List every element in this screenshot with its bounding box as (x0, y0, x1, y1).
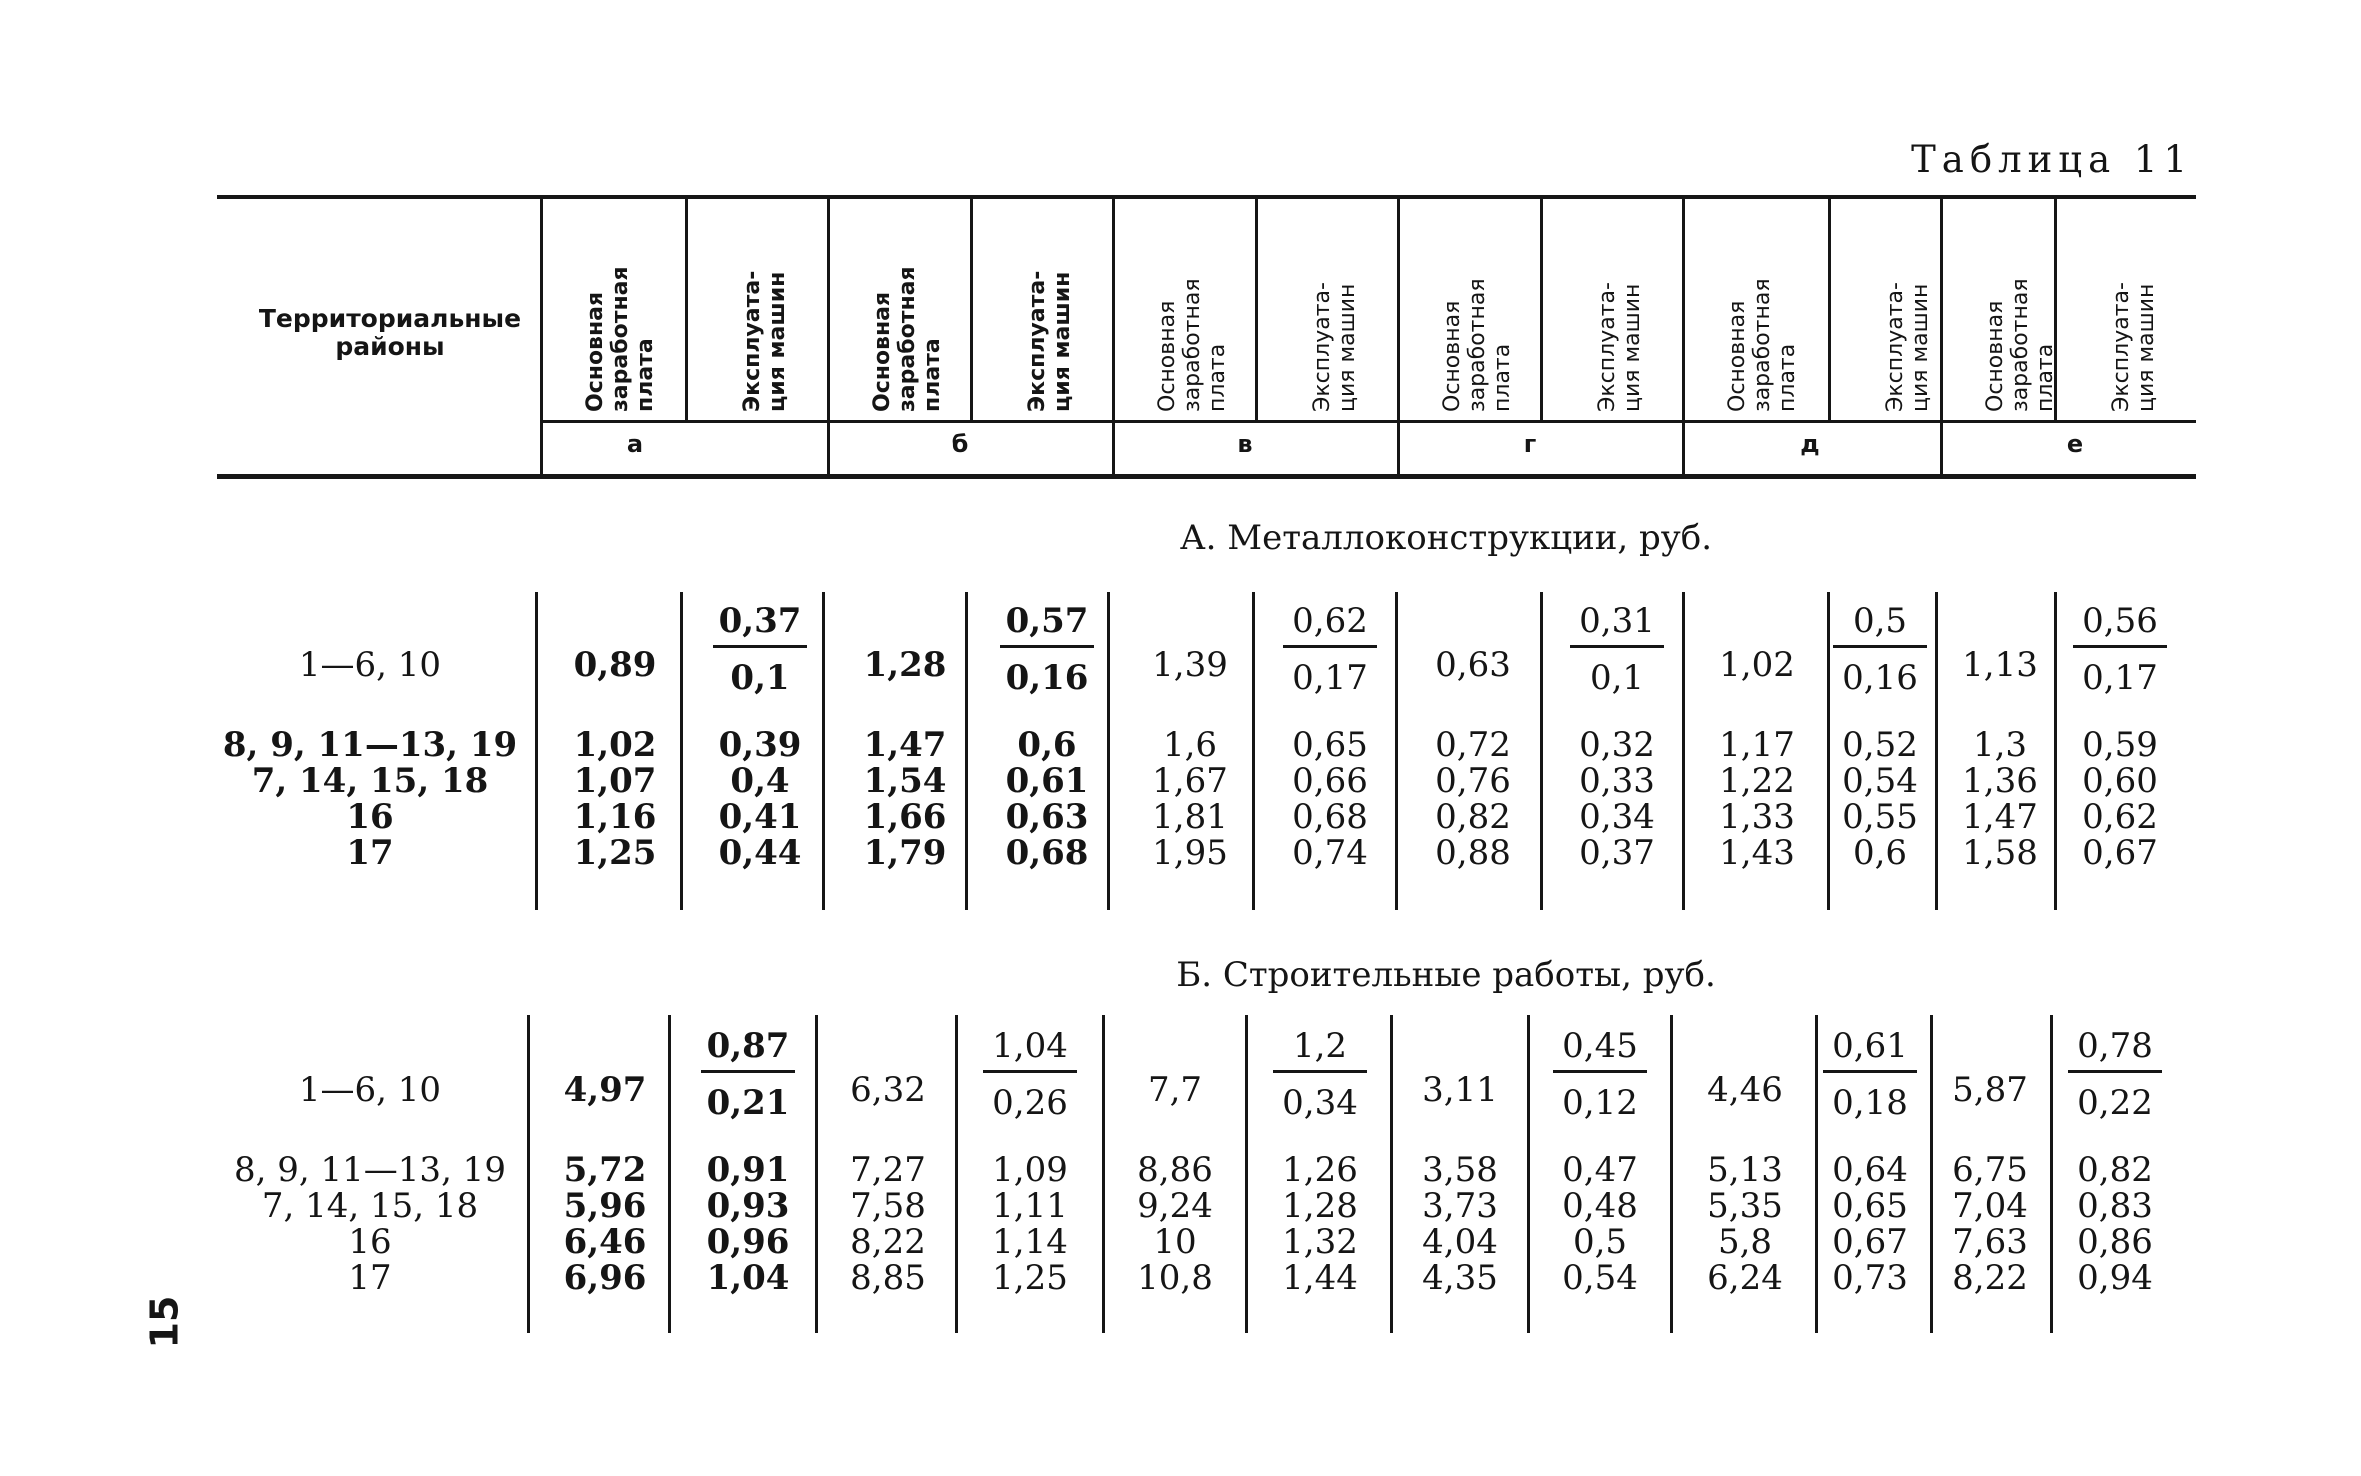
row-label: 7, 14, 15, 18 (251, 761, 489, 801)
fraction-bar (1833, 645, 1927, 648)
fraction-cell (1825, 601, 1935, 698)
table-cell: 0,47 (1562, 1150, 1638, 1190)
column-group-letter: б (951, 430, 969, 458)
table-cell: 9,24 (1137, 1186, 1213, 1226)
table-cell: 0,6 (1852, 833, 1908, 873)
fraction-denominator: 0,16 (1842, 658, 1918, 698)
fraction-bar (2073, 645, 2167, 648)
header-bottom-rule (217, 474, 2196, 479)
table-cell: 10 (1153, 1222, 1197, 1262)
fraction-numerator: 0,31 (1579, 601, 1655, 641)
row-label: 7, 14, 15, 18 (261, 1186, 479, 1226)
table-cell: 4,35 (1422, 1258, 1498, 1298)
fraction-denominator: 0,18 (1832, 1083, 1908, 1123)
table-cell: 1,02 (1719, 645, 1795, 685)
header-letter-rule (540, 420, 2196, 423)
table-cell: 1,04 (706, 1258, 790, 1298)
column-header-text: Эксплуата- ция машин (1595, 282, 1645, 412)
table-cell: 0,74 (1292, 833, 1368, 873)
column-group-letter: а (626, 430, 644, 458)
fraction-bar (1273, 1070, 1367, 1073)
table-column-divider (1102, 1015, 1105, 1333)
table-cell: 1,58 (1962, 833, 2038, 873)
row-label: 8, 9, 11—13, 19 (222, 725, 518, 765)
table-cell: 1,13 (1962, 645, 2038, 685)
table-cell: 1,07 (573, 761, 657, 801)
table-cell: 0,33 (1579, 761, 1655, 801)
header-column-divider (540, 199, 543, 474)
table-cell: 1,14 (992, 1222, 1068, 1262)
table-cell: 0,82 (1435, 797, 1511, 837)
table-cell: 5,72 (563, 1150, 647, 1190)
table-cell: 0,89 (573, 645, 657, 685)
table-column-divider (1540, 592, 1543, 910)
fraction-bar (1283, 645, 1377, 648)
table-caption: Таблица 11 (1911, 138, 2193, 181)
table-cell: 0,76 (1435, 761, 1511, 801)
column-header-text: Эксплуата- ция машин (740, 270, 790, 412)
fraction-bar (1823, 1070, 1917, 1073)
table-cell: 0,32 (1579, 725, 1655, 765)
table-cell: 1,02 (573, 725, 657, 765)
table-column-divider (815, 1015, 818, 1333)
table-cell: 3,58 (1422, 1150, 1498, 1190)
table-cell: 1,28 (863, 645, 947, 685)
page-number: 15 (142, 1295, 187, 1349)
table-cell: 7,58 (850, 1186, 926, 1226)
table-cell: 4,97 (563, 1070, 647, 1110)
table-cell: 1,54 (863, 761, 947, 801)
section-b-title: Б. Строительные работы, руб. (1176, 955, 1716, 995)
table-cell: 0,68 (1005, 833, 1089, 873)
table-cell: 1,3 (1972, 725, 2028, 765)
table-cell: 0,72 (1435, 725, 1511, 765)
column-group-letter: е (2066, 430, 2084, 458)
table-column-divider (1527, 1015, 1530, 1333)
table-cell: 1,6 (1162, 725, 1218, 765)
header-column-divider (1828, 199, 1831, 421)
fraction-cell (2065, 601, 2175, 698)
table-cell: 0,55 (1842, 797, 1918, 837)
table-cell: 1,47 (1962, 797, 2038, 837)
fraction-bar (2068, 1070, 2162, 1073)
row-label: 17 (348, 1258, 392, 1298)
table-cell: 0,37 (1579, 833, 1655, 873)
fraction-denominator: 0,1 (1589, 658, 1645, 698)
table-cell: 5,13 (1707, 1150, 1783, 1190)
table-cell: 1,25 (992, 1258, 1068, 1298)
table-cell: 0,4 (730, 761, 790, 801)
table-cell: 1,39 (1152, 645, 1228, 685)
fraction-denominator: 0,21 (706, 1083, 790, 1123)
fraction-cell (992, 601, 1102, 698)
table-cell: 4,46 (1707, 1070, 1783, 1110)
table-cell: 7,27 (850, 1150, 926, 1190)
column-header-text: Основная заработная плата (1724, 278, 1800, 412)
column-header-wages (555, 262, 685, 412)
fraction-denominator: 0,16 (1005, 658, 1089, 698)
table-cell: 8,86 (1137, 1150, 1213, 1190)
table-cell: 8,22 (1952, 1258, 2028, 1298)
column-header-wages (842, 262, 972, 412)
column-header-machines (1843, 262, 1973, 412)
column-header-wages (1955, 262, 2085, 412)
fraction-cell (1275, 601, 1385, 698)
table-cell: 1,17 (1719, 725, 1795, 765)
table-cell: 0,62 (2082, 797, 2158, 837)
row-label: 8, 9, 11—13, 19 (234, 1150, 506, 1190)
column-header-text: Эксплуата- ция машин (1310, 282, 1360, 412)
table-cell: 0,68 (1292, 797, 1368, 837)
column-group-letter: д (1800, 430, 1820, 458)
table-cell: 0,39 (718, 725, 802, 765)
table-cell: 0,63 (1435, 645, 1511, 685)
fraction-numerator: 0,87 (706, 1026, 790, 1066)
column-header-text: Основная заработная плата (582, 266, 658, 412)
fraction-bar (1553, 1070, 1647, 1073)
fraction-numerator: 1,2 (1292, 1026, 1348, 1066)
table-cell: 0,59 (2082, 725, 2158, 765)
column-group-letter: в (1237, 430, 1253, 458)
table-cell: 0,52 (1842, 725, 1918, 765)
table-cell: 0,64 (1832, 1150, 1908, 1190)
fraction-numerator: 0,78 (2077, 1026, 2153, 1066)
fraction-cell (1562, 601, 1672, 698)
table-column-divider (1245, 1015, 1248, 1333)
fraction-denominator: 0,22 (2077, 1083, 2153, 1123)
fraction-bar (983, 1070, 1077, 1073)
column-header-text: Эксплуата- ция машин (1883, 282, 1933, 412)
table-cell: 1,67 (1152, 761, 1228, 801)
table-cell: 7,63 (1952, 1222, 2028, 1262)
column-header-wages (1412, 262, 1542, 412)
table-cell: 1,44 (1282, 1258, 1358, 1298)
table-cell: 6,96 (563, 1258, 647, 1298)
table-cell: 0,65 (1832, 1186, 1908, 1226)
table-cell: 1,81 (1152, 797, 1228, 837)
table-cell: 0,94 (2077, 1258, 2153, 1298)
fraction-bar (1570, 645, 1664, 648)
table-cell: 1,79 (863, 833, 947, 873)
column-header-wages (1127, 262, 1257, 412)
column-group-letter: г (1523, 430, 1537, 458)
row-header-title: Территориальные районы (258, 304, 522, 361)
column-header-machines (2069, 262, 2199, 412)
fraction-cell (1545, 1026, 1655, 1123)
table-cell: 1,66 (863, 797, 947, 837)
table-cell: 0,73 (1832, 1258, 1908, 1298)
column-header-text: Основная заработная плата (869, 266, 945, 412)
column-header-machines (1555, 262, 1685, 412)
fraction-numerator: 0,56 (2082, 601, 2158, 641)
table-cell: 8,85 (850, 1258, 926, 1298)
column-header-text: Основная заработная плата (1154, 278, 1230, 412)
table-cell: 1,95 (1152, 833, 1228, 873)
table-cell: 0,34 (1579, 797, 1655, 837)
column-header-wages (1697, 262, 1827, 412)
table-cell: 0,41 (718, 797, 802, 837)
table-cell: 4,04 (1422, 1222, 1498, 1262)
fraction-numerator: 0,61 (1832, 1026, 1908, 1066)
table-cell: 0,67 (1832, 1222, 1908, 1262)
table-cell: 1,33 (1719, 797, 1795, 837)
fraction-bar (713, 645, 807, 648)
table-cell: 1,11 (992, 1186, 1068, 1226)
fraction-bar (1000, 645, 1094, 648)
table-cell: 3,11 (1422, 1070, 1498, 1110)
fraction-cell (705, 601, 815, 698)
table-cell: 1,22 (1719, 761, 1795, 801)
fraction-numerator: 0,37 (718, 601, 802, 641)
table-cell: 1,09 (992, 1150, 1068, 1190)
table-cell: 10,8 (1137, 1258, 1213, 1298)
column-header-text: Основная заработная плата (1982, 278, 2058, 412)
table-column-divider (1390, 1015, 1393, 1333)
table-cell: 5,87 (1952, 1070, 2028, 1110)
fraction-cell (2060, 1026, 2170, 1123)
table-cell: 6,46 (563, 1222, 647, 1262)
table-cell: 0,91 (706, 1150, 790, 1190)
table-cell: 1,32 (1282, 1222, 1358, 1262)
fraction-denominator: 0,1 (730, 658, 790, 698)
table-cell: 1,26 (1282, 1150, 1358, 1190)
table-cell: 6,32 (850, 1070, 926, 1110)
table-column-divider (680, 592, 683, 910)
table-cell: 7,04 (1952, 1186, 2028, 1226)
table-cell: 0,86 (2077, 1222, 2153, 1262)
table-column-divider (1682, 592, 1685, 910)
table-column-divider (1395, 592, 1398, 910)
table-cell: 1,28 (1282, 1186, 1358, 1226)
column-header-machines (985, 262, 1115, 412)
table-cell: 5,96 (563, 1186, 647, 1226)
fraction-denominator: 0,17 (2082, 658, 2158, 698)
fraction-cell (693, 1026, 803, 1123)
table-cell: 6,24 (1707, 1258, 1783, 1298)
table-cell: 0,5 (1572, 1222, 1628, 1262)
column-header-machines (1270, 262, 1400, 412)
fraction-numerator: 0,5 (1852, 601, 1908, 641)
table-cell: 0,48 (1562, 1186, 1638, 1226)
table-cell: 3,73 (1422, 1186, 1498, 1226)
table-cell: 0,88 (1435, 833, 1511, 873)
table-cell: 0,44 (718, 833, 802, 873)
fraction-denominator: 0,26 (992, 1083, 1068, 1123)
table-cell: 1,36 (1962, 761, 2038, 801)
row-label: 16 (346, 797, 394, 837)
table-cell: 1,16 (573, 797, 657, 837)
fraction-numerator: 0,57 (1005, 601, 1089, 641)
column-header-machines (700, 262, 830, 412)
header-column-divider (685, 199, 688, 421)
table-cell: 0,66 (1292, 761, 1368, 801)
column-header-text: Эксплуата- ция машин (2109, 282, 2159, 412)
table-cell: 0,63 (1005, 797, 1089, 837)
table-cell: 7,7 (1147, 1070, 1203, 1110)
fraction-numerator: 1,04 (992, 1026, 1068, 1066)
table-cell: 0,54 (1562, 1258, 1638, 1298)
table-cell: 0,82 (2077, 1150, 2153, 1190)
fraction-cell (1265, 1026, 1375, 1123)
fraction-denominator: 0,34 (1282, 1083, 1358, 1123)
table-cell: 8,22 (850, 1222, 926, 1262)
table-column-divider (1670, 1015, 1673, 1333)
fraction-numerator: 0,45 (1562, 1026, 1638, 1066)
table-cell: 5,8 (1717, 1222, 1773, 1262)
table-cell: 5,35 (1707, 1186, 1783, 1226)
table-cell: 0,65 (1292, 725, 1368, 765)
fraction-cell (975, 1026, 1085, 1123)
fraction-denominator: 0,12 (1562, 1083, 1638, 1123)
table-cell: 0,96 (706, 1222, 790, 1262)
table-cell: 1,47 (863, 725, 947, 765)
row-label: 17 (346, 833, 394, 873)
header-top-rule (217, 195, 2196, 199)
table-cell: 0,54 (1842, 761, 1918, 801)
table-cell: 0,60 (2082, 761, 2158, 801)
row-label: 16 (348, 1222, 392, 1262)
table-column-divider (955, 1015, 958, 1333)
fraction-numerator: 0,62 (1292, 601, 1368, 641)
fraction-bar (701, 1070, 795, 1073)
column-header-text: Эксплуата- ция машин (1025, 270, 1075, 412)
table-cell: 0,61 (1005, 761, 1089, 801)
table-cell: 6,75 (1952, 1150, 2028, 1190)
table-cell: 0,67 (2082, 833, 2158, 873)
table-cell: 0,93 (706, 1186, 790, 1226)
fraction-denominator: 0,17 (1292, 658, 1368, 698)
table-cell: 0,6 (1017, 725, 1077, 765)
table-cell: 1,25 (573, 833, 657, 873)
fraction-cell (1815, 1026, 1925, 1123)
table-cell: 1,43 (1719, 833, 1795, 873)
column-header-text: Основная заработная плата (1439, 278, 1515, 412)
row-label: 1—6, 10 (298, 645, 442, 685)
table-cell: 0,83 (2077, 1186, 2153, 1226)
section-a-title: А. Металлоконструкции, руб. (1179, 518, 1713, 558)
row-label: 1—6, 10 (298, 1070, 442, 1110)
